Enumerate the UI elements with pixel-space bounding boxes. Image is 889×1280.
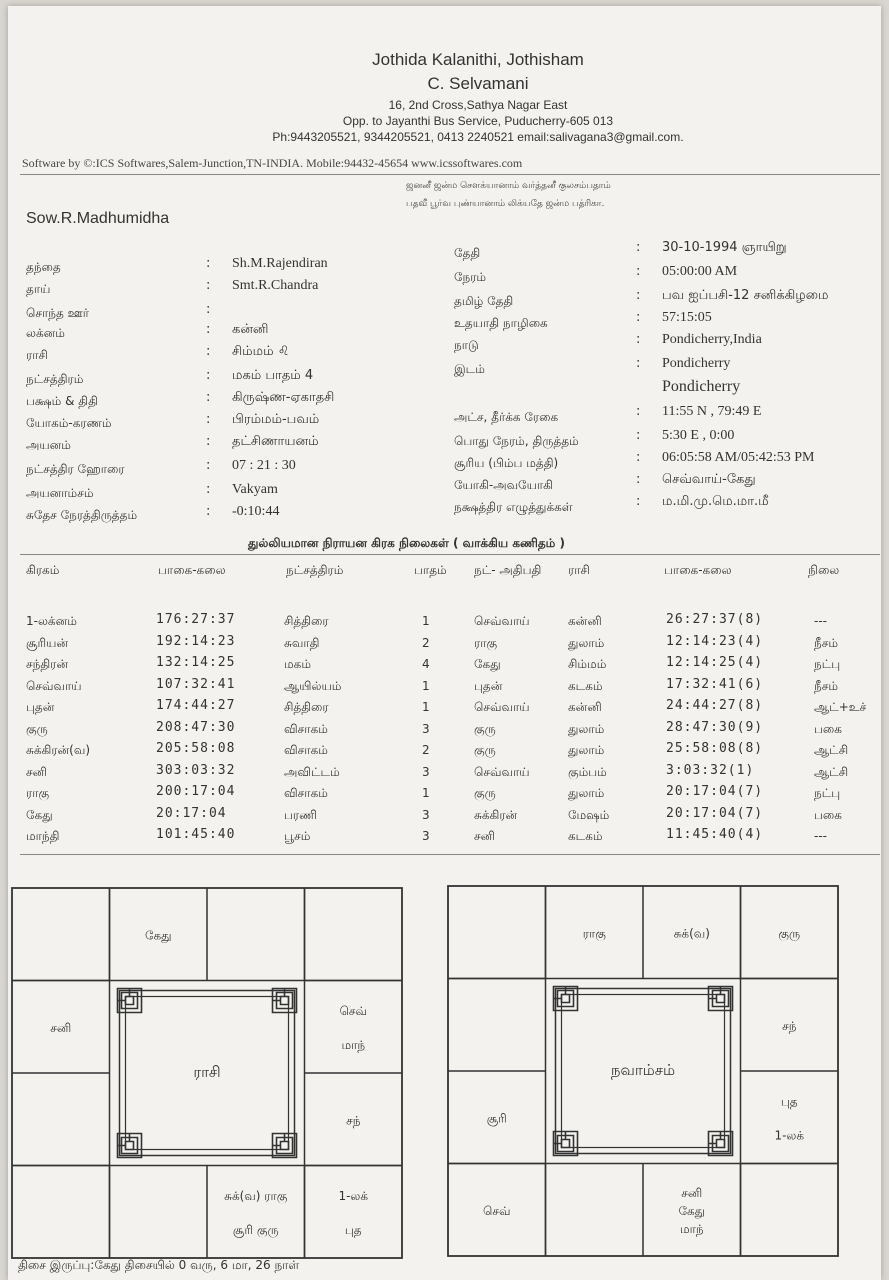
chart-svg [10,886,404,1260]
cell-deg: 107:32:41 [156,676,236,692]
cell-deg: 174:44:27 [156,698,236,713]
detail-colon: : [206,322,211,337]
column-header: ராசி [568,563,590,577]
cell-deg: 205:58:08 [156,741,236,756]
corner-ornament-icon [118,1134,142,1158]
detail-label: அயனாம்சம் [26,486,94,500]
column-header: கிரகம் [26,563,60,577]
cell-deg: 208:47:30 [156,719,236,735]
column-header: நட்சத்திரம் [286,563,344,577]
corner-ornament-icon [118,989,142,1013]
cell-state: ஆட்சி [814,764,849,779]
cell-deg: 303:03:32 [156,762,236,778]
table-title: துல்லியமான நிராயன கிரக நிலைகள் ( வாக்கிய கணிதம் ) [248,536,565,550]
detail-label: பக்ஷம் & திதி [26,394,98,408]
software-credit: Software by ©:ICS Softwares,Salem-Junction,TN-INDIA. Mobile:94432-45654 www.icssoftwares.com [22,156,523,170]
detail-colon: : [636,494,641,509]
detail-value: -0:10:44 [232,504,280,519]
chart-title: ராசி [193,1063,221,1081]
cell-deg: 101:45:40 [156,827,236,842]
detail-label: தமிழ் தேதி [454,294,514,308]
table-row [8,612,881,632]
detail-label: நக்ஷத்திர எழுத்துக்கள் [454,500,573,514]
dasa-balance: திசை இருப்பு:கேது திசையில் 0 வரு, 6 மா, 26 நாள் [18,1258,300,1272]
cell-deg: 192:14:23 [156,633,236,649]
table-row [8,720,881,740]
horoscope-sheet [8,6,881,1280]
detail-colon: : [636,288,641,303]
cell-star: விசாகம் [284,743,328,757]
cell-star: ஆயில்யம் [284,678,342,693]
cell-pada: 4 [422,657,430,671]
cell-lord: குரு [474,786,496,800]
cell-pada: 2 [422,743,430,757]
cell-rdeg: 11:45:40(4) [666,827,764,842]
cell-star: சுவாதி [284,635,320,650]
chart-cell-text: கேது [678,1203,706,1218]
chart-cell-text: மாந் [341,1037,366,1052]
cell-lord: சனி [474,829,495,843]
cell-graha: புதன் [26,700,55,714]
cell-pada: 1 [422,614,430,628]
corner-ornament-icon [554,1132,578,1156]
detail-value: Smt.R.Chandra [232,278,319,293]
cell-state: நீசம் [814,678,838,693]
detail-label: பொது நேரம், திருத்தம் [454,434,579,448]
cell-graha: சனி [26,764,47,779]
chart-cell-text: சனி [681,1185,703,1200]
detail-value: 06:05:58 AM/05:42:53 PM [662,450,815,465]
cell-graha: செவ்வாய் [26,678,82,693]
cell-lord: குரு [474,721,496,736]
cell-state: நட்பு [814,657,841,671]
detail-value: ம.மி.மு.மெ.மா.மீ [662,494,769,509]
cell-graha: சந்திரன் [26,657,69,671]
cell-state: ஆட்+உச் [814,700,867,714]
cell-rasi: மேஷம் [568,807,610,822]
column-header: பாகை-கலை [664,563,732,577]
cell-pada: 3 [422,764,430,779]
chart-cell-text: குரு [778,926,801,941]
cell-state: --- [814,829,827,843]
detail-colon: : [636,404,641,419]
cell-rasi: துலாம் [568,743,605,757]
cell-star: விசாகம் [284,721,328,736]
cell-graha: 1-லக்னம் [26,614,77,628]
cell-star: அவிட்டம் [284,764,340,779]
divider [20,554,880,555]
detail-label: சொந்த ஊர் [26,306,89,320]
cell-pada: 3 [422,829,430,843]
table-row [8,763,881,783]
cell-rdeg: 12:14:25(4) [666,655,764,670]
chart-cell-text: சூரி [486,1111,507,1126]
detail-value: கிருஷ்ண-ஏகாதசி [232,390,335,405]
detail-colon: : [206,504,211,519]
cell-lord: ராகு [474,635,498,650]
cell-rasi: கடகம் [568,678,603,693]
detail-value: கன்னி [232,322,269,337]
corner-ornament-icon [273,1134,297,1158]
detail-value: 07 : 21 : 30 [232,458,296,473]
detail-label: அட்ச, தீர்க்க ரேகை [454,410,559,424]
detail-label: தேதி [454,246,481,260]
cell-star: மகம் [284,657,311,671]
chart-cell-text: 1-லக் [338,1188,369,1203]
cell-pada: 1 [422,786,430,800]
corner-ornament-icon [554,987,578,1011]
table-row [8,677,881,697]
cell-graha: குரு [26,721,48,736]
cell-deg: 132:14:25 [156,655,236,670]
detail-colon: : [206,302,211,317]
detail-value: பவ ஐப்பசி-12 சனிக்கிழமை [662,288,829,303]
detail-label: சுதேச நேரத்திருத்தம் [26,508,138,522]
detail-label: லக்னம் [26,326,65,340]
chart-cell-text: செவ் [339,1003,367,1018]
native-name: Sow.R.Madhumidha [26,210,170,227]
detail-value: சிம்மம் ♌ [232,344,290,359]
cell-pada: 1 [422,678,430,693]
cell-star: விசாகம் [284,786,328,800]
cell-lord: குரு [474,743,496,757]
cell-rasi: துலாம் [568,721,605,736]
cell-rdeg: 25:58:08(8) [666,741,764,756]
cell-rasi: கன்னி [568,700,602,714]
detail-value: தட்சிணாயனம் [232,434,319,449]
divider [20,174,880,175]
detail-colon: : [636,310,641,325]
cell-star: சித்திரை [284,614,329,628]
cell-deg: 176:27:37 [156,612,236,627]
blessing-line-2: பதவீ பூர்வ புண்யானாம் லிக்யதே ஜன்ம பத்ரிகா. [406,199,605,209]
cell-star: பூசம் [284,829,311,843]
navamsa-chart [446,884,840,1258]
cell-star: பரணி [284,807,317,822]
chart-cell-text: சுக்(வ) ராகு [224,1188,288,1203]
detail-colon: : [206,458,211,473]
detail-value: 57:15:05 [662,310,712,325]
table-row [8,827,881,847]
chart-cell-text: சனி [50,1020,72,1035]
detail-colon: : [206,434,211,449]
cell-graha: சுக்கிரன்(வ) [26,743,91,757]
detail-colon: : [206,256,211,271]
detail-value: 30-10-1994 ஞாயிறு [662,240,787,255]
chart-cell-text: 1-லக் [774,1128,805,1143]
cell-pada: 3 [422,721,430,736]
detail-colon: : [636,264,641,279]
corner-ornament-icon [273,989,297,1013]
detail-label: யோகி-அவயோகி [454,478,553,492]
cell-state: பகை [814,807,842,822]
detail-colon: : [636,356,641,371]
detail-value: மகம் பாதம் 4 [232,368,314,383]
column-header: பாதம் [414,563,447,577]
cell-deg: 200:17:04 [156,784,236,799]
cell-rdeg: 20:17:04(7) [666,784,764,799]
cell-lord: சுக்கிரன் [474,807,518,822]
detail-value: 05:00:00 AM [662,264,738,279]
cell-deg: 20:17:04 [156,805,227,821]
table-row [8,806,881,826]
detail-value: பிரம்மம்-பவம் [232,412,320,427]
cell-graha: ராகு [26,786,50,800]
cell-state: ஆட்சி [814,743,849,757]
cell-rasi: சிம்மம் [568,657,607,671]
cell-pada: 1 [422,700,430,714]
cell-rdeg: 24:44:27(8) [666,698,764,713]
detail-label: உதயாதி நாழிகை [454,316,548,330]
cell-rdeg: 3:03:32(1) [666,762,755,778]
table-row [8,634,881,654]
cell-rdeg: 20:17:04(7) [666,805,764,821]
cell-rdeg: 12:14:23(4) [666,633,764,649]
table-row [8,698,881,718]
column-header: பாகை-கலை [158,563,226,577]
cell-graha: சூரியன் [26,635,69,650]
table-row [8,784,881,804]
blessing-line-1: ஜனனீ ஜன்ம சௌக்யானாம் வர்த்தனீ குலசம்பதாம் [406,181,611,191]
detail-colon: : [206,390,211,405]
chart-cell-text: சந் [782,1018,797,1033]
cell-graha: கேது [26,807,53,822]
detail-colon: : [636,428,641,443]
cell-rasi: கும்பம் [568,764,607,779]
chart-cell-text: சுக்(வ) [673,926,710,941]
cell-rasi: துலாம் [568,635,605,650]
detail-label: ராசி [26,348,48,362]
cell-rasi: கன்னி [568,614,602,628]
address-line-1: 16, 2nd Cross,Sathya Nagar East [388,98,568,112]
contact-line: Ph:9443205521, 9344205521, 0413 2240521 email:salivagana3@gmail.com. [272,130,684,144]
cell-lord: செவ்வாய் [474,614,530,628]
chart-cell-text: கேது [144,928,172,943]
cell-rdeg: 26:27:37(8) [666,612,764,627]
detail-value: செவ்வாய்-கேது [662,472,756,487]
cell-rdeg: 28:47:30(9) [666,719,764,735]
chart-cell-text: புத [780,1094,798,1109]
divider [20,854,880,855]
detail-colon: : [636,332,641,347]
chart-cell-text: சந் [346,1113,361,1128]
cell-lord: கேது [474,657,501,671]
detail-colon: : [206,368,211,383]
detail-colon: : [636,472,641,487]
detail-label: சூரிய (பிம்ப மத்தி) [454,456,559,470]
cell-lord: செவ்வாய் [474,764,530,779]
detail-colon: : [206,278,211,293]
cell-state: நட்பு [814,786,841,800]
detail-label: நாடு [454,338,479,352]
cell-rasi: துலாம் [568,786,605,800]
detail-colon: : [636,240,641,255]
column-header: நிலை [808,563,840,577]
chart-cell-text: செவ் [483,1203,511,1218]
chart-cell-text: புத [344,1222,362,1237]
detail-label: நட்சத்திரம் [26,372,84,386]
cell-star: சித்திரை [284,700,329,714]
column-header: நட்- அதிபதி [474,563,542,577]
detail-label: இடம் [454,362,485,376]
detail-value: Sh.M.Rajendiran [232,256,328,271]
chart-title: நவாம்சம் [610,1061,676,1079]
chart-cell-text: சூரி குரு [232,1222,279,1237]
detail-label: யோகம்-கரணம் [26,416,112,430]
cell-graha: மாந்தி [26,829,60,843]
detail-label: தாய் [26,282,51,296]
cell-state: நீசம் [814,635,838,650]
detail-label: நேரம் [454,270,487,284]
cell-state: பகை [814,721,842,736]
chart-cell-text: ராகு [582,926,606,941]
detail-colon: : [206,344,211,359]
detail-value: 11:55 N , 79:49 E [662,404,762,419]
table-row [8,655,881,675]
chart-cell-text: மாந் [679,1221,704,1236]
detail-colon: : [636,450,641,465]
detail-value: Pondicherry,India [662,332,762,347]
address-line-2: Opp. to Jayanthi Bus Service, Puducherry-605 013 [342,114,614,128]
astrologer-title: Jothida Kalanithi, Jothisham [372,50,584,69]
detail-value: 5:30 E , 0:00 [662,428,735,443]
detail-colon: : [206,482,211,497]
corner-ornament-icon [709,1132,733,1156]
corner-ornament-icon [709,987,733,1011]
detail-value-2: Pondicherry [662,378,741,395]
detail-value: Pondicherry [662,356,731,371]
cell-state: --- [814,614,827,628]
detail-colon: : [206,412,211,427]
cell-lord: செவ்வாய் [474,700,530,714]
table-row [8,741,881,761]
detail-label: நட்சத்திர ஹோரை [26,462,125,476]
chart-svg [446,884,840,1258]
detail-value: Vakyam [232,482,278,497]
cell-pada: 3 [422,807,430,822]
cell-lord: புதன் [474,678,503,693]
cell-rdeg: 17:32:41(6) [666,676,764,692]
detail-label: அயனம் [26,438,71,452]
astrologer-name: C. Selvamani [427,74,529,93]
detail-label: தந்தை [26,260,61,274]
rasi-chart [10,886,404,1260]
cell-pada: 2 [422,635,430,650]
cell-rasi: கடகம் [568,829,603,843]
